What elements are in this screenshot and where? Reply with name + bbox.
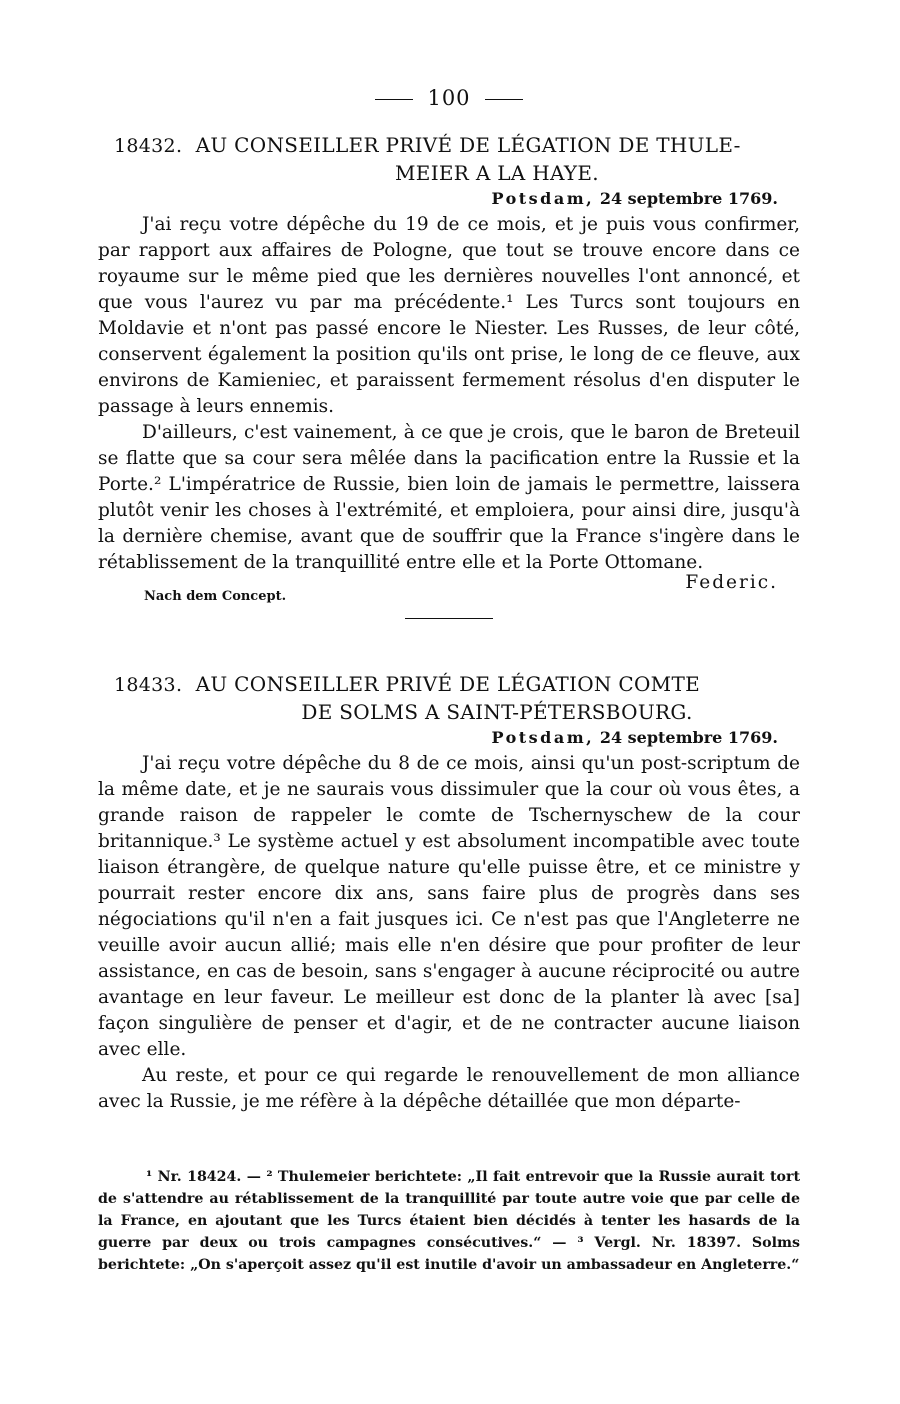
- letter-18432: [98, 132, 800, 604]
- letter-heading: [98, 671, 800, 699]
- letter-title-line1: AU CONSEILLER PRIVÉ DE LÉGATION DE THULE-: [195, 133, 741, 157]
- body-paragraph: J'ai reçu votre dépêche du 19 de ce mois, et je puis vous confirmer, par rapport aux affaires de Pologne, que tout se trouve encore dans ce royaume sur le même pied que les dernières nouvelles l'ont annoncé, et que vous l'aurez vu par ma précédente.¹ Les Turcs sont toujours en Moldavie et n'ont pas passé encore le Niester. Les Russes, de leur côté, conservent également la position qu'ils ont prise, le long de ce fleuve, aux environs de Kamieniec, et paraissent fermement résolus d'en disputer le passage à leurs ennemis.: [98, 214, 800, 417]
- letter-title-line1: AU CONSEILLER PRIVÉ DE LÉGATION COMTE: [195, 672, 700, 696]
- document-page: [98, 86, 800, 1115]
- signature: Federic.: [685, 572, 778, 593]
- letter-number: 18432.: [114, 135, 183, 157]
- body-paragraph: D'ailleurs, c'est vainement, à ce que je crois, que le baron de Breteuil se flatte que sa cour sera mêlée dans la pacification entre la Russie et la Porte.² L'impératrice de Russie, bien loin de jamais le permettre, laissera plutôt venir les choses à l'extrémité, et emploiera, pour ainsi dire, jusqu'à la dernière chemise, avant que de souffrir que la France s'ingère dans le rétablissement de la tranquillité entre elle et la Porte Ottomane.: [98, 422, 800, 573]
- running-header: [98, 86, 800, 110]
- letter-title-line2: DE SOLMS A SAINT-PÉTERSBOURG.: [301, 700, 693, 724]
- dateline-date: 24 septembre 1769.: [599, 189, 778, 208]
- body-paragraph: Au reste, et pour ce qui regarde le renouvellement de mon alliance avec la Russie, je me réfère à la dépêche détaillée que mon départe-: [98, 1065, 800, 1112]
- footnotes: ¹ Nr. 18424. — ² Thulemeier berichtete: „Il fait entrevoir que la Russie aurait tort de s'attendre au rétablissement de la tranquillité par toute autre voie que par celle de la France, en ajoutant que les Turcs étaient bien décidés à tenter les hasards de la guerre par deux ou trois campagnes consécutives.“ — ³ Vergl. Nr. 18397. Solms berichtete: „On s'aperçoit assez qu'il est inutile d'avoir un ambassadeur en Angleterre.“: [98, 1169, 800, 1273]
- section-divider: [405, 618, 493, 619]
- letter-number: 18433.: [114, 674, 183, 696]
- letter-title-line2: MEIER A LA HAYE.: [395, 161, 599, 185]
- dateline: [98, 189, 800, 208]
- letter-heading: [98, 132, 800, 160]
- body-paragraph: J'ai reçu votre dépêche du 8 de ce mois, ainsi qu'un post-scriptum de la même date, et je ne saurais vous dissimuler que la cour où vous êtes, a grande raison de rappeler le comte de Tschernyschew de la cour britannique.³ Le système actuel y est absolument incompatible avec toute liaison étrangère, de quelque nature qu'elle puisse être, et ce ministre y pourrait rester encore dix ans, sans faire plus de progrès dans ses négociations qu'il n'en a fait jusques ici. Ce n'est pas que l'Angleterre ne veuille avoir aucun allié; mais elle n'en désire que pour profiter de leur assistance, en cas de besoin, sans s'engager à aucune réciprocité ou autre avantage en leur faveur. Le meilleur est donc de la planter là avec [sa] façon singulière de penser et d'agir, et de ne contracter aucune liaison avec elle.: [98, 753, 800, 1060]
- dateline-date: 24 septembre 1769.: [599, 728, 778, 747]
- source-note: Nach dem Concept.: [144, 589, 287, 604]
- header-rule-right: [485, 99, 523, 100]
- dateline: [98, 728, 800, 747]
- page-number: 100: [427, 86, 471, 110]
- letter-18433: [98, 671, 800, 1115]
- header-rule-left: [375, 99, 413, 100]
- dateline-place: Potsdam,: [491, 728, 595, 747]
- dateline-place: Potsdam,: [491, 189, 595, 208]
